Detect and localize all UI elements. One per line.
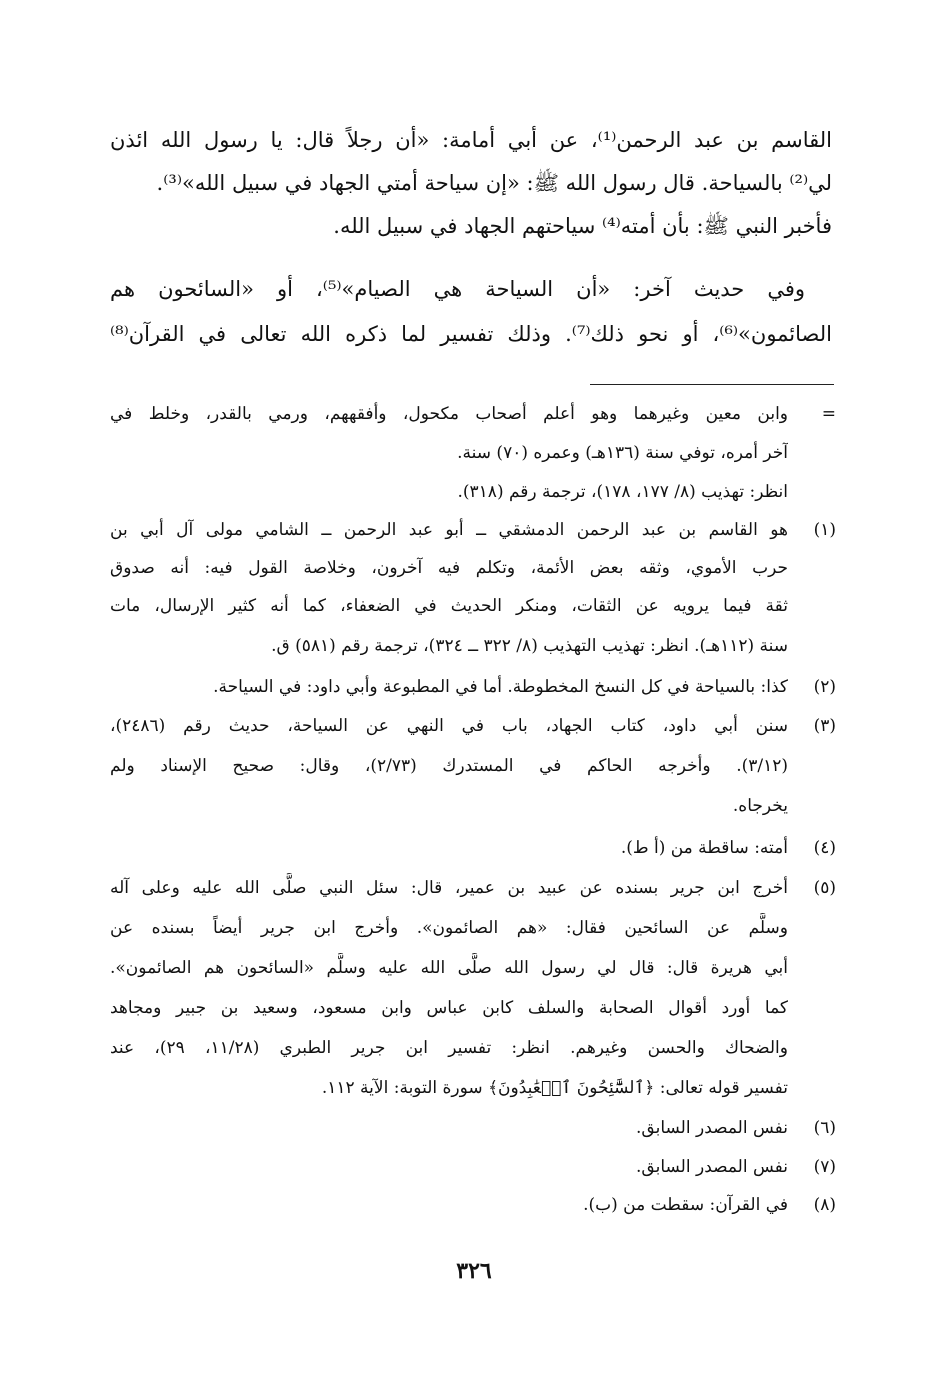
footnote-number: (٥)	[813, 878, 836, 898]
footnote-line: أبي هريرة قال: قال لي رسول الله صلَّى الله عليه وسلَّم «السائحون هم الصائمون».	[110, 958, 788, 978]
footnote-line: هو القاسم بن عبد الرحمن الدمشقي ــ أبو عبد الرحمن ــ الشامي مولى آل أبي بن	[110, 520, 788, 540]
main-text-line: الصائمون»⁽⁶⁾، أو نحو ذلك⁽⁷⁾. وذلك تفسير لما ذكره الله تعالى في القرآن⁽⁸⁾	[110, 322, 832, 346]
footnote-number: (٣)	[813, 716, 836, 736]
footnote-line: يخرجاه.	[732, 796, 788, 816]
footnote-line: أمته: ساقطة من (أ ط).	[620, 838, 788, 858]
footnote-number: (٧)	[813, 1157, 836, 1177]
footnote-number: (٢)	[813, 677, 836, 697]
footnote-line: سنن أبي داود، كتاب الجهاد، باب في النهي عن السياحة، حديث رقم (٢٤٨٦)،	[110, 716, 788, 736]
footnote-number: (٦)	[813, 1118, 836, 1138]
continuation-marker: =	[821, 404, 836, 424]
footnote-line: آخر أمره، توفي سنة (١٣٦هـ) وعمره (٧٠) سنة.	[457, 443, 788, 463]
footnote-line: وابن معين وغيرهما وهو أعلم أصحاب مكحول، وأفقههم، ورمي بالقدر، وخلط في	[110, 404, 788, 424]
footnote-line: في القرآن: سقطت من (ب).	[583, 1195, 788, 1215]
main-text-line: فأخبر النبي ﷺ: بأن أمته⁽⁴⁾ سياحتهم الجهاد في سبيل الله.	[333, 214, 832, 238]
footnote-line: كذا: بالسياحة في كل النسخ المخطوطة. أما في المطبوعة وأبي داود: في السياحة.	[213, 677, 788, 697]
footnote-line: ثقة فيما يرويه عن الثقات، ومنكر الحديث في الضعفاء، كما أنه كثير الإرسال، مات	[110, 596, 788, 616]
footnote-line: (٣/١٢). وأخرجه الحاكم في المستدرك (٢/٧٣)، وقال: صحيح الإسناد ولم	[110, 756, 788, 776]
footnote-line: نفس المصدر السابق.	[636, 1118, 788, 1138]
main-text-line: القاسم بن عبد الرحمن⁽¹⁾، عن أبي أمامة: «أن رجلاً قال: يا رسول الله ائذن	[110, 128, 832, 152]
footnote-number: (٨)	[813, 1195, 836, 1215]
footnote-line: والضحاك والحسن وغيرهم. انظر: تفسير ابن جرير الطبري (١١/٢٨، ٢٩)، عند	[110, 1038, 788, 1058]
footnote-line: سنة (١١٢هـ). انظر: تهذيب التهذيب (٨/ ٣٢٢ ــ ٣٢٤)، ترجمة رقم (٥٨١) ق.	[271, 636, 788, 656]
footnote-line: نفس المصدر السابق.	[636, 1157, 788, 1177]
footnote-line: كما أورد أقوال الصحابة والسلف كابن عباس وابن مسعود، وسعيد بن جبير ومجاهد	[110, 998, 788, 1018]
footnote-line: تفسير قوله تعالى: ﴿ٱلسَّٰٓئِحُونَ ٱلۡعَٰبِدُونَ﴾ سورة التوبة: الآية ١١٢.	[321, 1078, 788, 1098]
footnote-line: حرب الأموي، وثقه بعض الأئمة، وتكلم فيه آخرون، وخلاصة القول فيه: أنه صدوق	[110, 558, 788, 578]
footnote-divider	[590, 384, 834, 385]
main-text-line: لي⁽²⁾ بالسياحة. قال رسول الله ﷺ: «إن سياحة أمتي الجهاد في سبيل الله»⁽³⁾.	[156, 171, 832, 195]
main-text-line: وفي حديث آخر: «أن السياحة هي الصيام»⁽⁵⁾، أو «السائحون هم	[110, 277, 805, 301]
footnote-line: أخرج ابن جرير بسنده عن عبيد بن عمير، قال: سئل النبي صلَّى الله عليه وعلى آله	[110, 878, 788, 898]
footnote-number: (٤)	[813, 838, 836, 858]
footnote-line: انظر: تهذيب (٨/ ١٧٧، ١٧٨)، ترجمة رقم (٣١٨).	[457, 482, 788, 502]
footnote-number: (١)	[813, 520, 836, 540]
footnote-line: وسلَّم عن السائحين فقال: «هم الصائمون». وأخرج ابن جرير أيضاً بسنده عن	[110, 918, 788, 938]
page-number: ٣٢٦	[456, 1258, 492, 1284]
